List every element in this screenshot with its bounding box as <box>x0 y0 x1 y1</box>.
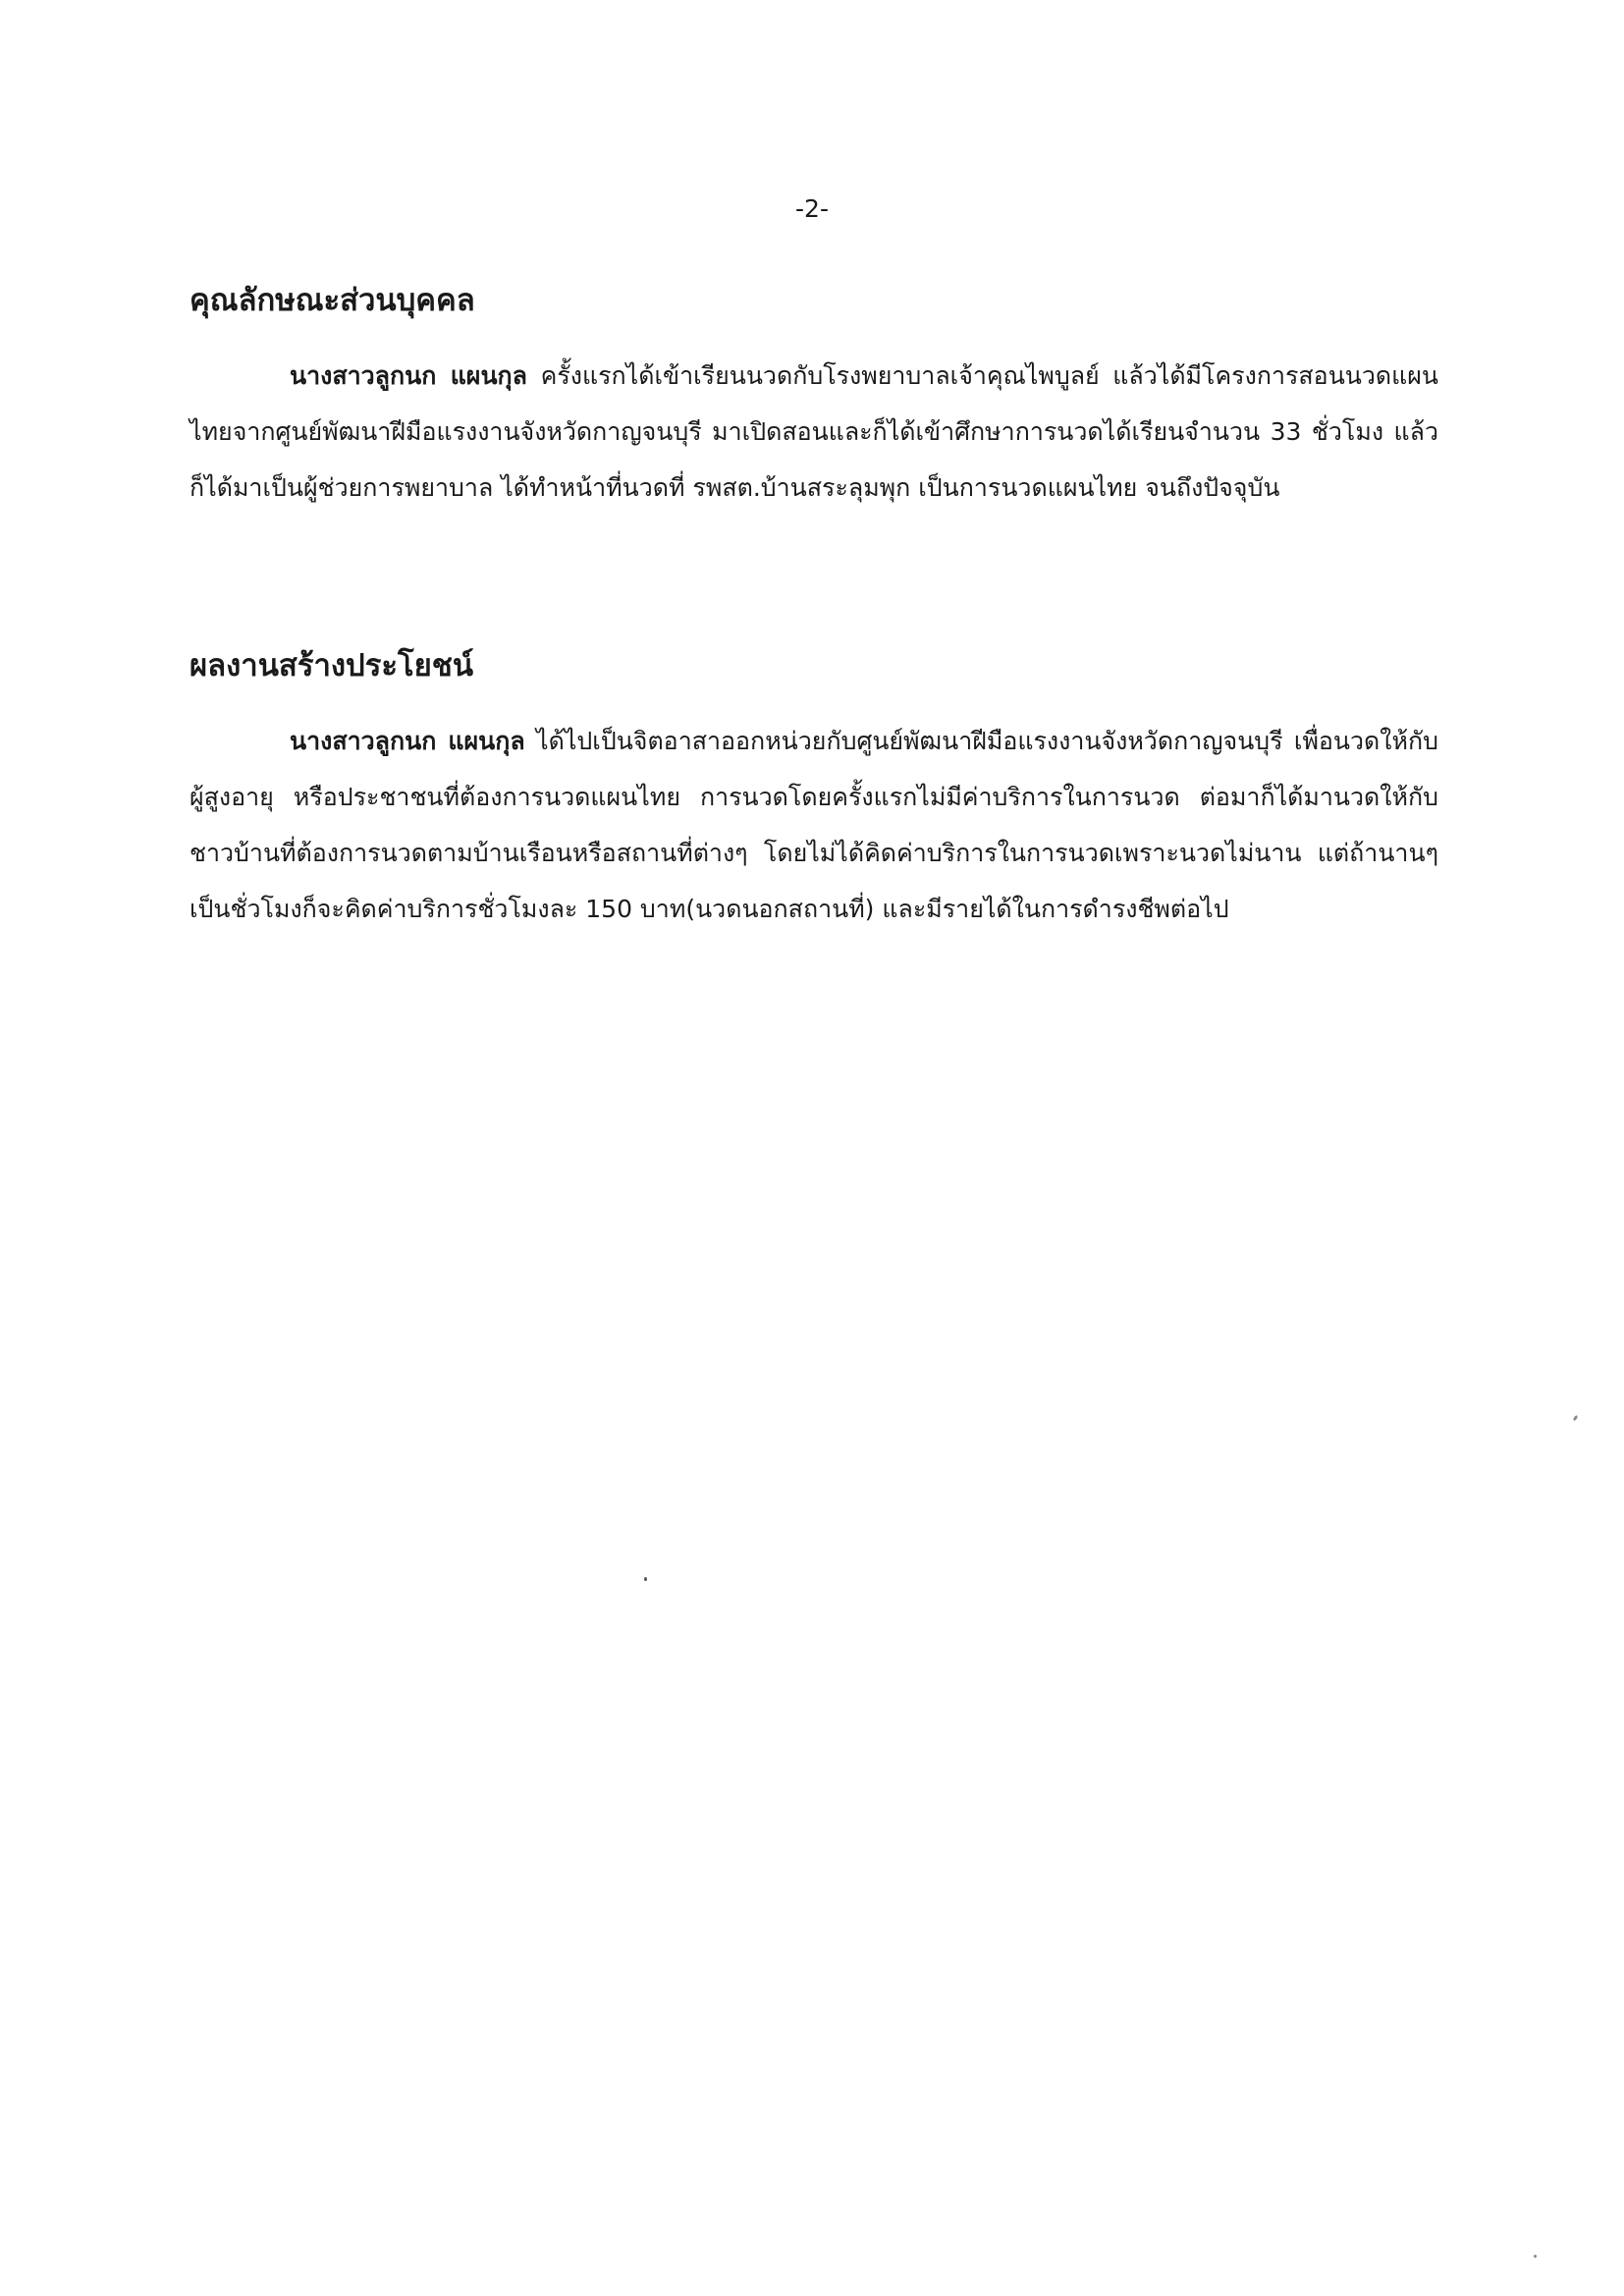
page-number: -2- <box>795 194 829 223</box>
section-beneficial-work <box>189 642 1438 937</box>
scan-speck <box>1573 1415 1579 1422</box>
paragraph-text: ครั้งแรกได้เข้าเรียนนวดกับโรงพยาบาลเจ้าคุณไพบูลย์ แล้วได้มีโครงการสอนนวดแผนไทยจากศูนย์พัฒนาฝีมือแรงงานจังหวัดกาญจนบุรี มาเปิดสอนและก็ได้เข้าศึกษาการนวดได้เรียนจำนวน 33 ชั่วโมง แล้วก็ได้มาเป็นผู้ช่วยการพยาบาล ได้ทำหน้าที่นวดที่ รพสต.บ้านสระลุมพุก เป็นการนวดแผนไทย จนถึงปัจจุบัน <box>189 361 1438 502</box>
section-personal-qualities <box>189 277 1438 516</box>
scan-speck <box>644 1577 647 1581</box>
person-name: นางสาวลูกนก แผนกุล <box>290 361 528 390</box>
scan-speck <box>1534 2255 1537 2258</box>
section-heading: คุณลักษณะส่วนบุคคล <box>189 283 475 318</box>
section-paragraph <box>189 713 1438 937</box>
person-name: นางสาวลูกนก แผนกุล <box>290 727 525 755</box>
section-heading: ผลงานสร้างประโยชน์ <box>189 648 474 683</box>
section-paragraph <box>189 348 1438 516</box>
paragraph-text: ได้ไปเป็นจิตอาสาออกหน่วยกับศูนย์พัฒนาฝีมือแรงงานจังหวัดกาญจนบุรี เพื่อนวดให้กับผู้สูงอายุ หรือประชาชนที่ต้องการนวดแผนไทย การนวดโดยครั้งแรกไม่มีค่าบริการในการนวด ต่อมาก็ได้มานวดให้กับชาวบ้านที่ต้องการนวดตามบ้านเรือนหรือสถานที่ต่างๆ โดยไม่ได้คิดค่าบริการในการนวดเพราะนวดไม่นาน แต่ถ้านานๆ เป็นชั่วโมงก็จะคิดค่าบริการชั่วโมงละ 150 บาท(นวดนอกสถานที่) และมีรายได้ในการดำรงชีพต่อไป <box>189 727 1438 923</box>
